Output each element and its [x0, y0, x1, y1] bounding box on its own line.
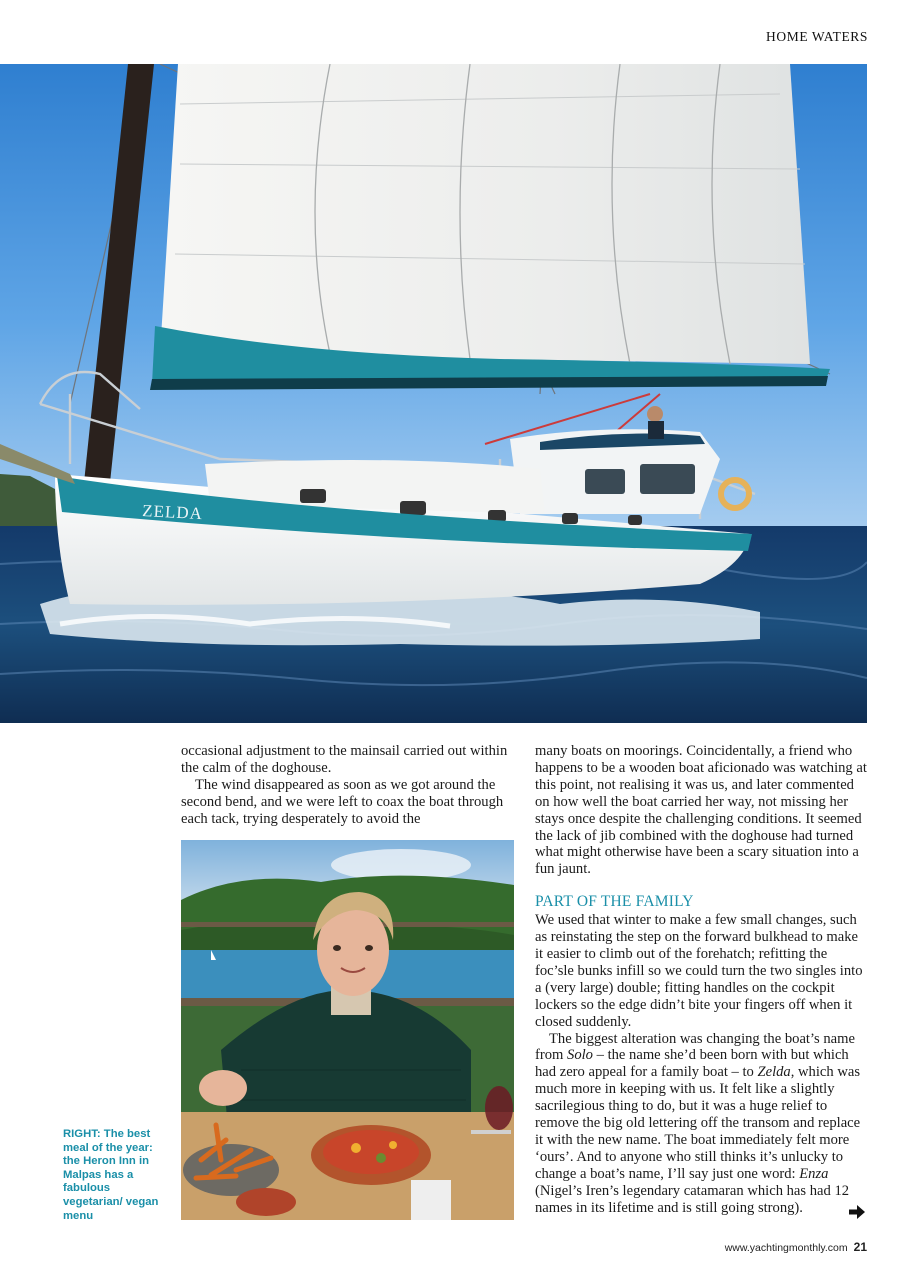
text-run: The biggest alteration was changing the boat’s name from: [535, 1030, 855, 1064]
text-run: – the name she’d been born with but which had zero appeal for a family boat – to: [535, 1047, 849, 1081]
website-url: www.yachtingmonthly.com: [724, 1242, 848, 1254]
article-left-column: [181, 743, 513, 828]
photo-girl-meal: [181, 840, 514, 1220]
right-paragraph-1: many boats on moorings. Coincidentally, a friend who happens to be a wooden boat aficionado was watching at this point, not realising it was us, and later commented on how well the boat carried her way, not missing her stays once despite the challenging conditions. It seemed the lack of jib combined with the doghouse had turned what might otherwise have been a scary situation into a fun jaunt.: [535, 743, 867, 878]
right-paragraph-2: We used that winter to make a few small changes, such as reinstating the step on the forward bulkhead to make it easier to climb out of the forehatch; refitting the foc’sle bunks infill so we could turn the two singles into a (very large) double; fitting handles on the cockpit lockers so the edge didn’t bite your fingers off when it closed suddenly.: [535, 912, 863, 1030]
hull-name: ZELDA: [141, 501, 204, 524]
page-number: 21: [853, 1240, 867, 1254]
photo-caption: RIGHT: The best meal of the year: the Heron Inn in Malpas has a fabulous vegetarian/ vegan menu: [63, 1128, 159, 1222]
left-paragraph-1: occasional adjustment to the mainsail carried out within the calm of the doghouse.: [181, 743, 508, 776]
subheading: PART OF THE FAMILY: [535, 893, 694, 911]
boat-name-new: Zelda: [757, 1064, 791, 1081]
boat-name-old: Solo: [567, 1047, 593, 1064]
right-paragraph-3: [535, 1031, 868, 1217]
arrow-right-icon: [848, 1203, 866, 1221]
hero-photo-yacht-sailing: [0, 64, 867, 723]
article-right-column: [535, 743, 868, 1216]
crew-head: [647, 406, 663, 422]
left-paragraph-2: The wind disappeared as soon as we got around the second bend, and we were left to coax the boat through each tack, trying desperately to avoid the: [181, 776, 504, 827]
page-footer: [725, 1240, 867, 1254]
text-run: , which was much more in keeping with us. It felt like a slightly sacrilegious thing to do, but it was a huge relief to remove the big old lettering off the transom and replace it with the new name. The boat immediately felt more ‘ours’. And to anyone who still thinks it’s unlucky to change a boat’s name, I’ll say just one word:: [535, 1064, 861, 1182]
section-label: HOME WATERS: [766, 29, 868, 44]
boat-name-enza: Enza: [799, 1165, 829, 1182]
text-run: (Nigel’s Iren’s legendary catamaran which has had 12 names in its lifetime and is still going strong).: [535, 1182, 850, 1216]
